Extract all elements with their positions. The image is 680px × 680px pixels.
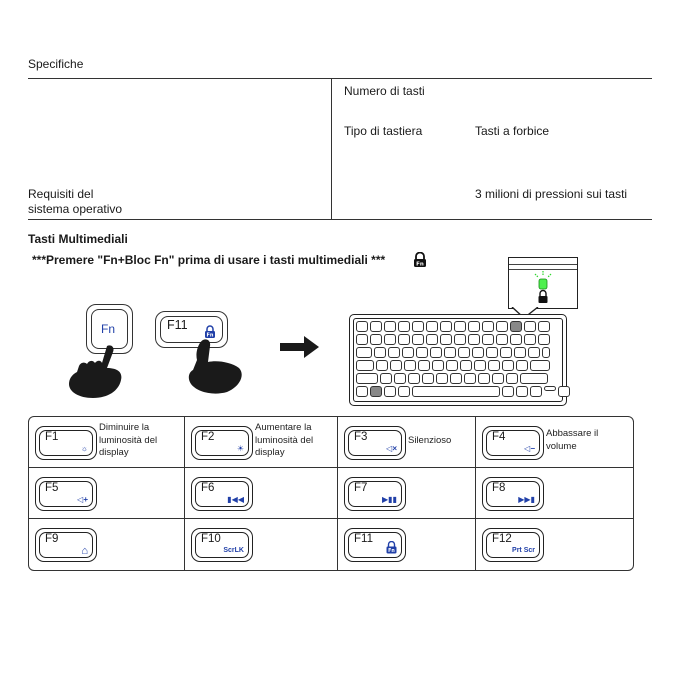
brightness-down-icon: ☼ xyxy=(80,444,88,453)
hand-right-icon xyxy=(183,338,247,396)
volume-up-icon: ◁+ xyxy=(77,495,88,504)
key-cell xyxy=(29,417,185,468)
key-cell xyxy=(29,468,185,519)
f11-key-label: F11 xyxy=(167,318,188,332)
key-cell xyxy=(476,468,633,519)
f4-description: Abbassare il volume xyxy=(546,428,599,452)
specs-bottom-rule xyxy=(28,219,652,220)
next-track-icon: ▶▶▮ xyxy=(518,495,535,504)
key-cell xyxy=(185,468,338,519)
f3-description: Silenzioso xyxy=(408,435,452,446)
f6-key: F6 ▮◀◀ xyxy=(191,477,253,511)
f11-key: F11 Fn xyxy=(344,528,406,562)
brightness-up-icon: ☀ xyxy=(236,444,244,453)
f3-key: F3 ◁× xyxy=(344,426,406,460)
f11-lock-badge: Fn xyxy=(206,332,214,339)
specs-value-type: Tasti a forbice xyxy=(475,124,550,138)
play-pause-icon: ▶▮▮ xyxy=(382,495,397,504)
f8-key: F8 ▶▶▮ xyxy=(482,477,544,511)
keyboard-indicator-callout xyxy=(508,257,578,309)
key-cell xyxy=(338,468,476,519)
function-key-table xyxy=(28,416,634,571)
f12-key: F12 Prt Scr xyxy=(482,528,544,562)
fn-key-label: Fn xyxy=(101,322,116,336)
arrow-right-icon xyxy=(280,335,320,359)
specs-value-life: 3 milioni di pressioni sui tasti xyxy=(475,187,628,201)
volume-down-icon: ◁− xyxy=(524,444,535,453)
key-cell xyxy=(338,519,476,570)
multimedia-title: Tasti Multimediali xyxy=(28,232,128,246)
key-cell xyxy=(476,417,633,468)
lock-icon xyxy=(413,252,427,273)
specs-label-os: Requisiti del xyxy=(28,187,94,201)
f1-description: Diminuire la luminosità del display xyxy=(99,422,158,458)
keyboard-illustration xyxy=(349,314,567,406)
hand-left-icon xyxy=(65,344,131,400)
f1-key: F1 ☼ xyxy=(35,426,97,460)
f9-key: F9 ⌂ xyxy=(35,528,97,562)
home-icon: ⌂ xyxy=(81,545,88,557)
specs-label-os-line2: sistema operativo xyxy=(28,202,123,216)
specs-top-rule xyxy=(28,78,652,79)
key-cell xyxy=(185,519,338,570)
specs-label-type: Tipo di tastiera xyxy=(344,124,423,138)
specs-column-divider xyxy=(331,78,332,219)
print-screen-icon: Prt Scr xyxy=(512,547,535,554)
mute-icon: ◁× xyxy=(386,444,397,453)
f10-key: F10 ScrLK xyxy=(191,528,253,562)
scroll-lock-icon: ScrLK xyxy=(223,547,244,554)
previous-track-icon: ▮◀◀ xyxy=(227,495,244,504)
fn-lock-icon xyxy=(386,541,397,557)
f7-key: F7 ▶▮▮ xyxy=(344,477,406,511)
specs-label-keys: Numero di tasti xyxy=(344,84,425,98)
f5-key: F5 ◁+ xyxy=(35,477,97,511)
multimedia-notice: ***Premere "Fn+Bloc Fn" prima di usare i tasti multimediali *** xyxy=(32,253,386,267)
svg-text:Fn: Fn xyxy=(388,549,395,554)
specs-title: Specifiche xyxy=(28,57,84,71)
f4-key: F4 ◁− xyxy=(482,426,544,460)
key-cell xyxy=(185,417,338,468)
f2-key: F2 ☀ xyxy=(191,426,253,460)
key-cell xyxy=(29,519,185,570)
f2-description: Aumentare la luminosità del display xyxy=(255,422,314,458)
key-cell xyxy=(476,519,633,570)
svg-text:Fn: Fn xyxy=(416,261,424,268)
key-cell xyxy=(338,417,476,468)
